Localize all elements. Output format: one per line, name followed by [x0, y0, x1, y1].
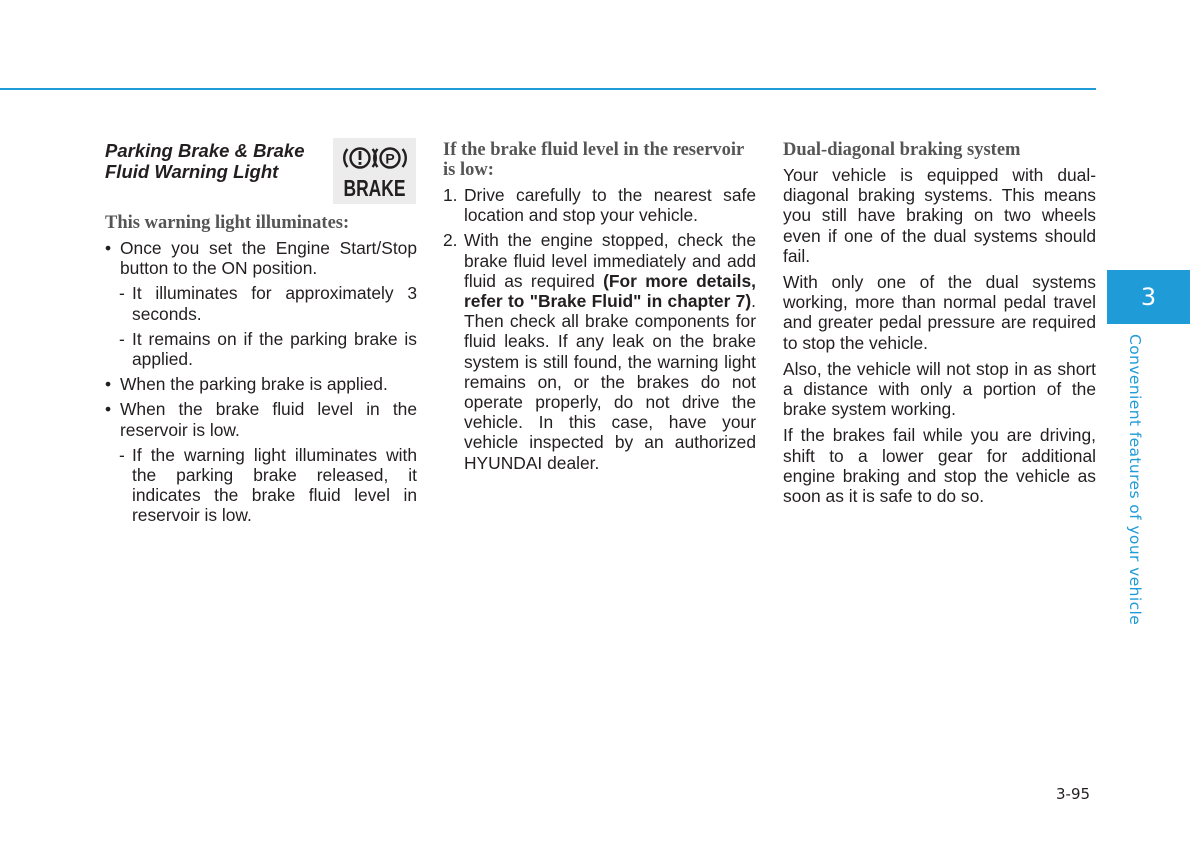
list-item: • When the parking brake is applied. [105, 374, 417, 394]
sub-list-item: - It illuminates for approximately 3 seconds. [119, 283, 417, 324]
paragraph: Your vehicle is equipped with dual-diagonal braking systems. This means you still have braking on two wheels even if one of the dual systems should fail. [783, 165, 1096, 266]
list-item: • When the brake fluid level in the reservoir is low. [105, 399, 417, 439]
section-header [105, 138, 417, 204]
sub-list-item: - It remains on if the parking brake is applied. [119, 328, 417, 370]
paragraph: With only one of the dual systems working, more than normal pedal travel and greater pedal pressure are required to stop the vehicle. [783, 272, 1096, 353]
header-rule [0, 88, 1096, 90]
section-title-line2: Fluid Warning Light [105, 161, 279, 182]
numbered-step: 2. With the engine stopped, check the brake fluid level immediately and add fluid as required (For more details, refer to "Brake Fluid" in chapter 7). Then check all brake components for fluid leaks. If any leak on the brake system is still found, the warning light remains on, or the brakes do not operate properly, do not drive the vehicle. In this case, have your vehicle inspected by an authorized HYUNDAI dealer. [443, 230, 756, 473]
chapter-title: Convenient features of your vehicle [1126, 334, 1144, 626]
paragraph: If the brakes fail while you are driving, shift to a lower gear for additional engine braking and stop the vehicle as soon as it is safe to do so. [783, 425, 1096, 507]
svg-text:P: P [385, 150, 395, 167]
sub-list-item: - If the warning light illuminates with the parking brake released, it indicates the brake fluid level in reservoir is low. [119, 444, 417, 526]
section-title-line1: Parking Brake & Brake [105, 140, 305, 161]
column-right [783, 138, 1096, 512]
col1-subhead: This warning light illuminates: [105, 213, 350, 233]
paragraph: Also, the vehicle will not stop in as short a distance with only a portion of the brake system working. [783, 358, 1096, 420]
col3-subhead: Dual-diagonal braking system [783, 140, 1021, 160]
list-item: • Once you set the Engine Start/Stop button to the ON position. [105, 238, 417, 278]
numbered-step: 1. Drive carefully to the nearest safe location and stop your vehicle. [443, 185, 756, 226]
chapter-reference: (For more details, refer to "Brake Fluid" in chapter 7) [464, 270, 756, 312]
page-number: 3-95 [1056, 785, 1091, 803]
column-middle [443, 138, 756, 478]
brake-warning-light-icon [333, 138, 416, 204]
column-left [105, 138, 417, 531]
col2-subhead: If the brake fluid level in the reservoir is low: [443, 140, 744, 180]
brake-icon-label: BRAKE [343, 175, 406, 201]
chapter-tab: 3 [1107, 270, 1190, 324]
section-title [105, 140, 330, 182]
